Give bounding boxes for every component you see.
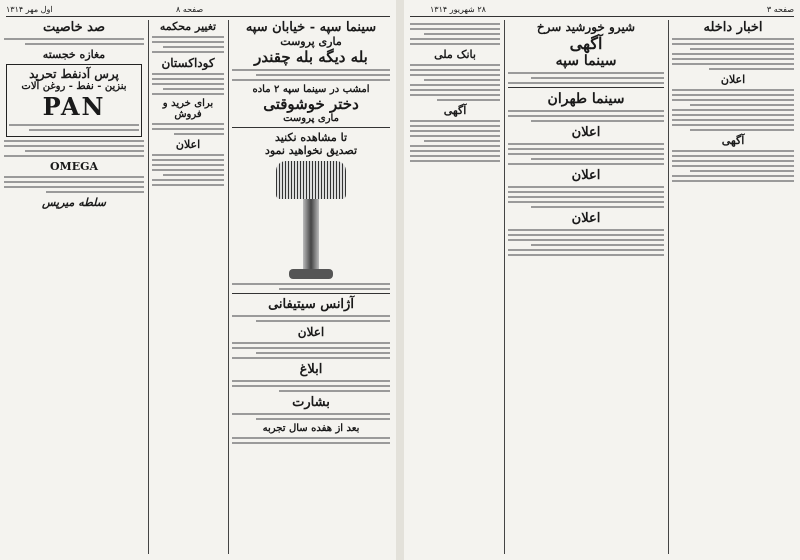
film2-star: ماری پروست	[283, 113, 339, 124]
notice-line-2: تصدیق نخواهید نمود	[264, 144, 358, 157]
agahi-title: آگهی	[569, 34, 603, 53]
right-ealan-title: اعلان	[720, 73, 746, 86]
mid-ealan-3: اعلان	[571, 211, 601, 226]
cinema-sepah-title: سینما سپه	[555, 53, 617, 69]
fuel-ad-subtitle: بنزین - نفط - روغن آلات	[21, 81, 127, 92]
film-title: بله دیگه بله چقندر	[254, 48, 368, 66]
right-page-date: ۲۸ شهریور ۱۳۱۴	[430, 5, 486, 14]
left-col-mid	[152, 20, 224, 554]
trade-title: برای خرید و فروش	[162, 98, 214, 120]
lamp-image	[232, 161, 390, 279]
notice-line: تا مشاهده نکنید	[274, 131, 347, 144]
red-lion-sun-title: شیرو خورشید سرخ	[536, 20, 636, 34]
left-page-number: صفحه ۸	[176, 5, 204, 14]
kindergarten-title: کوداکستان	[161, 56, 215, 70]
besharat-title: بشارت	[292, 395, 330, 410]
bank-title: بانک ملی	[434, 48, 476, 61]
signature: سلطه میرپس	[42, 196, 106, 209]
agency-title: آژانس سیتیفانی	[268, 297, 354, 312]
cinema-line: سینما سپه - خیابان سپه	[245, 20, 377, 35]
pan-logo: PAN	[42, 92, 106, 121]
mid-ealan-2: اعلان	[571, 168, 601, 183]
experience-title: بعد از هفده سال تجربه	[262, 423, 360, 434]
star-name: ماری پروست	[280, 35, 342, 48]
ealan-title: اعلان	[297, 325, 325, 339]
right-page-header	[410, 4, 794, 17]
court-title: تغییر محکمه	[159, 20, 217, 33]
right-page	[404, 0, 800, 560]
left-page-header	[6, 4, 390, 17]
omega-logo: OMEGA	[49, 160, 99, 173]
page-gutter	[396, 0, 404, 560]
fuel-ad	[6, 64, 142, 137]
domestic-news-title: اخبار داخله	[703, 20, 763, 35]
eblagh-title: ابلاغ	[299, 362, 323, 377]
left-agahi-title: آگهی	[443, 104, 467, 117]
cinema-tehran-title: سینما طهران	[547, 91, 625, 107]
right-col-right	[672, 20, 794, 554]
right-notice-title: آگهی	[721, 134, 745, 147]
left-page-date: اول مهر ۱۳۱۴	[6, 5, 53, 14]
left-col-right	[232, 20, 390, 554]
film2-title: دختر خوشوقتی	[263, 95, 359, 113]
fuel-ad-title: پرس آدنفط تحرید	[29, 67, 119, 81]
right-col-mid	[508, 20, 664, 554]
company-name: مغازه خجسته	[42, 48, 106, 61]
mid-ealan-title: اعلان	[175, 138, 201, 151]
hundred-features: صد خاصیت	[42, 20, 106, 35]
left-page	[0, 0, 396, 560]
right-col-left	[410, 20, 500, 554]
left-col-left	[4, 20, 144, 554]
tonight-line: امشب در سینما سپه ۲ ماده	[252, 84, 370, 95]
mid-ealan-1: اعلان	[571, 125, 601, 140]
right-page-number: صفحه ۳	[766, 5, 794, 14]
